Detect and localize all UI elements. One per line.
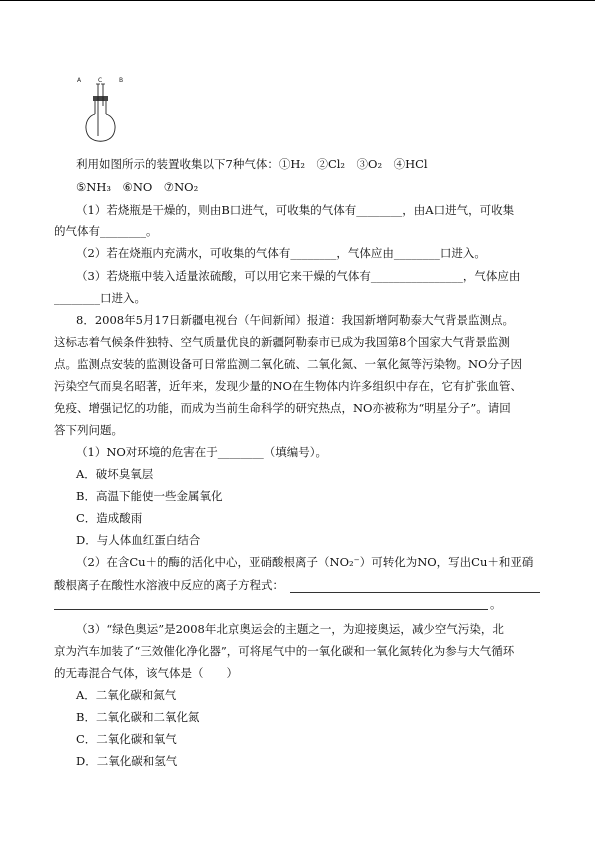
figure-label-a: A	[77, 77, 82, 84]
q8-line-4: 污染空气而臭名昭著，近年来，发现少量的NO在生物体内许多组织中存在，它有扩张血管、	[54, 379, 522, 393]
q8-sub2-line1: （2）在含Cu＋的酶的活化中心，亚硝酸根离子（NO₂⁻）可转化为NO，写出Cu＋和亚硝	[76, 555, 534, 569]
q8-sub2-line2: 酸根离子在酸性水溶液中反应的离子方程式：	[54, 578, 284, 592]
q8-line-2: 这标志着气候条件独特、空气质量优良的新疆阿勒泰市已成为我国第8个国家大气背景监测	[54, 335, 510, 349]
q8-line-5: 免疫、增强记忆的功能，而成为当前生命科学的研究热点，NO亦被称为“明星分子”。请回	[54, 401, 511, 415]
q8-line-3: 点。监测点安装的监测设备可日常监测二氧化硫、二氧化氮、一氧化氮等污染物。NO分子因	[54, 357, 522, 371]
q8-sub1-option-b: B．高温下能使一些金属氧化	[76, 489, 223, 503]
q7-part1-line2: 的气体有________。	[54, 224, 158, 238]
q7-part1-line1: （1）若烧瓶是干燥的，则由B口进气，可收集的气体有________，由A口进气，可收集	[76, 203, 515, 217]
q8-sub3-option-d: D．二氧化碳和氢气	[76, 754, 178, 768]
q8-line-1: 8．2008年5月17日新疆电视台（午间新闻）报道：我国新增阿勒泰大气背景监测点。	[76, 313, 515, 327]
q7-intro: 利用如图所示的装置收集以下7种气体：①H₂ ②Cl₂ ③O₂ ④HCl	[76, 157, 428, 171]
q8-sub1-option-d: D．与人体血红蛋白结合	[76, 533, 201, 547]
figure-label-c: C	[98, 77, 103, 84]
q8-sub3-option-a: A．二氧化碳和氮气	[76, 688, 177, 702]
flask-icon	[76, 76, 136, 146]
q8-sub2-end-mark: 。	[490, 597, 502, 611]
q8-sub1-stem: （1）NO对环境的危害在于________（填编号）。	[76, 445, 328, 459]
q7-gases-continued: ⑤NH₃ ⑥NO ⑦NO₂	[76, 180, 199, 194]
q7-part2: （2）若在烧瓶内充满水，可收集的气体有________，气体应由________口进入。	[76, 246, 486, 260]
q8-sub2-answer-blank-2	[54, 609, 488, 610]
apparatus-figure	[76, 76, 136, 146]
q8-sub3-option-b: B．二氧化碳和二氧化氮	[76, 710, 200, 724]
q8-sub1-option-c: C．造成酸雨	[76, 511, 143, 525]
q8-sub3-line2: 京为汽车加装了“三效催化净化器”，可将尾气中的一氧化碳和一氧化氮转化为参与大气循环	[54, 644, 515, 658]
q8-sub3-line1: （3）“绿色奥运”是2008年北京奥运会的主题之一，为迎接奥运，减少空气污染，北	[76, 622, 504, 636]
q8-sub1-option-a: A．破坏臭氧层	[76, 467, 154, 481]
q8-line-6: 答下列问题。	[54, 423, 123, 437]
q8-sub2-answer-blank-1	[290, 592, 540, 593]
q7-part3-line1: （3）若烧瓶中装入适量浓硫酸，可以用它来干燥的气体有________________，气体应由	[76, 269, 521, 283]
q8-sub3-option-c: C．二氧化碳和氧气	[76, 732, 177, 746]
q8-sub3-line3: 的无毒混合气体，该气体是（ ）	[54, 666, 238, 680]
figure-label-b: B	[119, 77, 124, 84]
q7-part3-line2: ________口进入。	[54, 291, 146, 305]
